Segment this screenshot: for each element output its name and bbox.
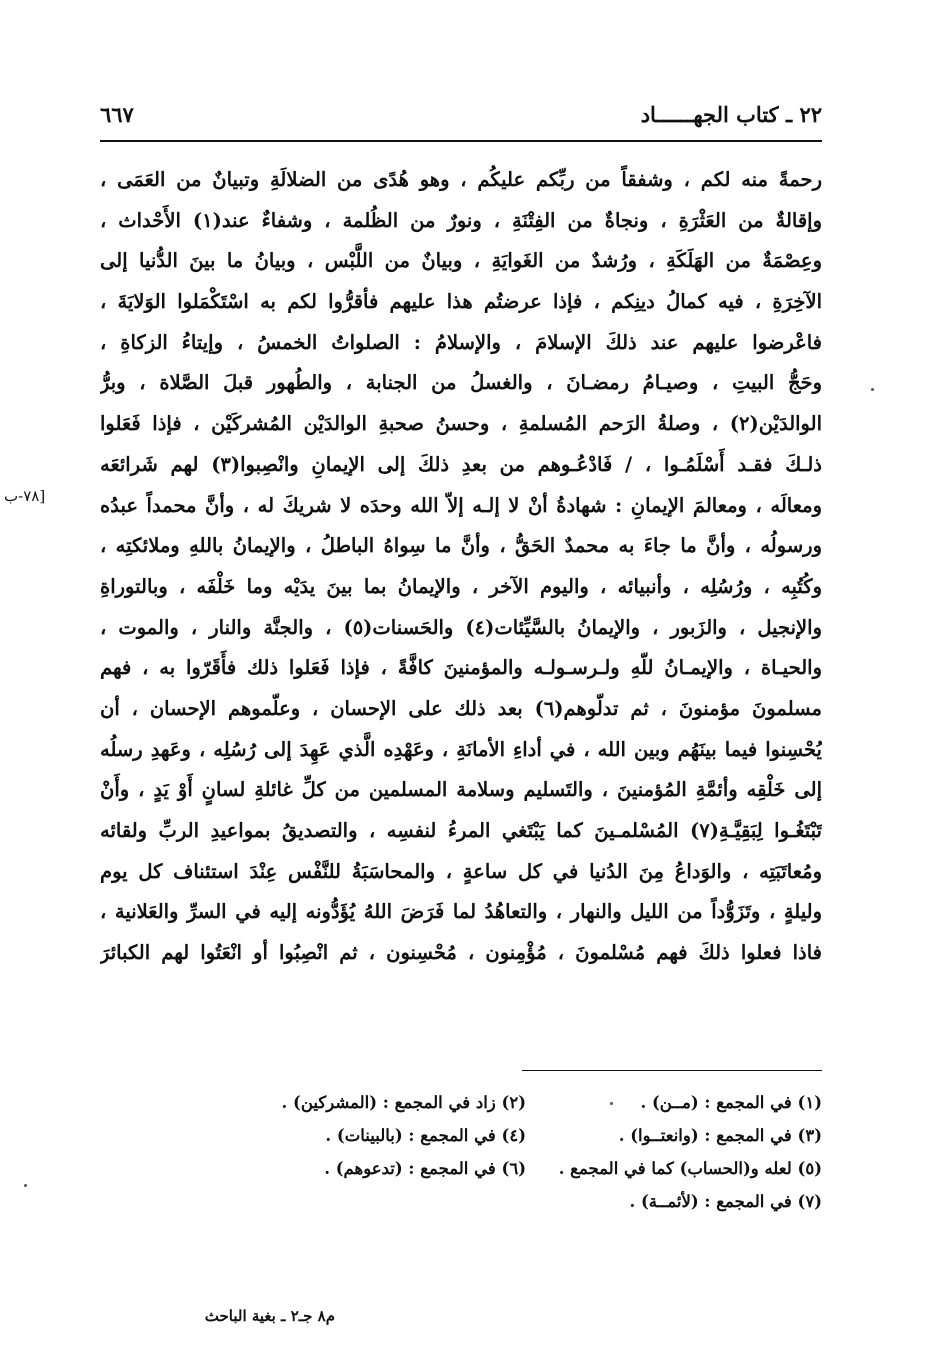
- body-line: وإقالةٌ من العَثْرَةِ ، ونجاةٌ من الفِتْنَةِ ، ونورٌ من الظُلمة ، وشفاءٌ عند(١) الأَحْداث ،: [100, 208, 822, 232]
- footnote: (١) في المجمع : (مــن) .: [640, 1093, 822, 1112]
- printer-signature: م٨ جـ٢ ـ بغية الباحث: [204, 1307, 335, 1325]
- footnote: (٢) زاد في المجمع : (المشركين) .: [281, 1093, 526, 1112]
- footnotes: [230, 1086, 822, 1218]
- body-line: ومُعاتَبَتِه ، والوَداعُ مِنَ الدُنيا في كل ساعةٍ ، والمحاسَبَةُ للنَّفْس عِنْدَ استئناف كل يوم: [100, 859, 822, 883]
- body-line: ورسولُه ، وأنَّ ما جاءَ به محمدٌ الحَقُّ ، وأنَّ ما سِواهُ الباطلُ ، والإيمانُ باللهِ وملائكتِه ،: [100, 534, 822, 558]
- header-rule: [100, 140, 822, 142]
- scan-speck: [610, 1102, 613, 1105]
- body-line: إلى خَلْقِه وأئمَّةِ المُؤمنينَ ، والتَسليم وسلامة المسلمين من كلِّ غائلةِ لسانٍ أَوْ يَدٍ ، وأَنْ: [100, 778, 822, 802]
- body-line: وعِصْمَةٌ من الهَلَكَةِ ، ورُشدٌ من الغَوايَةِ ، وبيانٌ من اللَّبْس ، وبيانُ ما بينَ الدُّنيا إلى: [100, 249, 822, 273]
- footnote-rule: [522, 1070, 822, 1071]
- body-line: وكُتُبِه ، ورُسُلِه ، وأنبيائه ، واليوم الآخر ، والإيمانُ بما بينَ يدَيْه وما خَلْفَه ، وبالتوراةِ: [100, 574, 822, 598]
- body-line: وليلةٍ ، وتَزَوُّداً من الليل والنهار ، والتعاهُدُ لما فَرَضَ اللهُ يُؤَدُّونه إليه في السرِّ والعَلانية ،: [100, 900, 822, 924]
- chapter-title: ٢٢ ـ كتاب الجهــــــاد: [640, 102, 822, 127]
- body-line: وحَجُّ البيتِ ، وصيـامُ رمضـانَ ، والغسلُ من الجنابة ، والطُهور قبلَ الصَّلاة ، وبرُّ: [100, 371, 822, 395]
- body-line: يُحْسِنوا فيما بينَهُم وبين الله ، في أداءِ الأمانَةِ ، وعَهْدِه الَّذي عَهِدَ إلى رُسُلِه ، وعَهدِ رسلُه: [100, 737, 822, 761]
- body-text: [100, 160, 822, 974]
- page-number: ٦٦٧: [100, 102, 134, 127]
- footnote-row: [230, 1152, 822, 1185]
- page-header: [100, 100, 822, 136]
- footnote-row: [230, 1119, 822, 1152]
- footnote-row: [230, 1185, 822, 1218]
- manuscript-folio-marker: [٧٨-ب: [4, 487, 46, 505]
- body-line: الآخِرَةِ ، فيه كمالُ دينِكم ، فإذا عرضتُم هذا عليهم فأقرُّوا لكم به اسْتَكْمَلوا الوَلايَةَ ،: [100, 290, 822, 314]
- body-line: فاعْرضوا عليهم عند ذلكَ الإسلامَ ، والإسلامُ : الصلواتُ الخمسُ ، وإيتاءُ الزكاةِ ،: [100, 330, 822, 354]
- body-line: ومعالَه ، ومعالمَ الإيمانِ : شهادةُ أنْ لا إلـه إلاّ الله وحدَه لا شريكَ له ، وأنَّ محمداً عبدُه: [100, 493, 822, 517]
- body-line: مسلمونَ مؤمنونَ ، ثم تدلّوهم(٦) بعد ذلك على الإحسان ، وعلّموهم الإحسان ، أن: [100, 696, 822, 720]
- scan-speck: [24, 1184, 27, 1187]
- footnote: [230, 1185, 526, 1218]
- body-line: والإنجيل ، والزَبور ، والإيمانُ بالسَّيِّئات(٤) والحَسنات(٥) ، والجنَّة والنار ، والموت ،: [100, 615, 822, 639]
- body-line: ذلـكَ فقـد أَسْلَمُـوا ، / فَادْعُـوهم من بعدِ ذلكَ إلى الإيمانِ وانْصِبوا(٣) لهم شَرائعَه: [100, 452, 822, 476]
- footnote: (٧) في المجمع : (لأئمــة) .: [629, 1192, 822, 1211]
- body-line: الوالدَيْن(٢) ، وصلةُ الرَحم المُسلمةِ ، وحسنُ صحبةِ الوالدَيْن المُشركَيْن ، فإذا فَعَلوا: [100, 412, 822, 436]
- body-line: والحيـاة ، والإيمـانُ للّهِ ولـرسـولـه والمؤمنينَ كافَّةً ، فإذا فَعَلوا ذلك فأَقَرّوا به ، فهم: [100, 656, 822, 680]
- scan-speck: [871, 388, 874, 391]
- body-line: رحمةً منه لكم ، وشفقاً من ربِّكم عليكُم ، وهو هُدًى من الضلالَةِ وتبيانٌ من العَمَى ،: [100, 168, 822, 191]
- footnote: (٣) في المجمع : (وانعتــوا) .: [618, 1126, 822, 1145]
- footnote: (٤) في المجمع : (بالبينات) .: [325, 1126, 526, 1145]
- footnote-row: [230, 1086, 822, 1119]
- body-line: تَبْتَغُـوا لِبَقِيَّـةِ(٧) المُسْلمـينَ كما يَبْتَغي المرءُ لنفسِه ، والتصديقُ بمواعيدِ الربِّ ولقائه: [100, 819, 822, 842]
- footnote: (٦) في المجمع : (تدعوهم) .: [324, 1159, 526, 1178]
- footnote: (٥) لعله و(الحساب) كما في المجمع .: [558, 1159, 822, 1178]
- body-line: فاذا فعلوا ذلكَ فهم مُسْلمونَ ، مُؤْمِنون ، مُحْسِنون ، ثم انْصِبُوا أو انْعَتُوا لهم الكبائرَ: [100, 941, 822, 965]
